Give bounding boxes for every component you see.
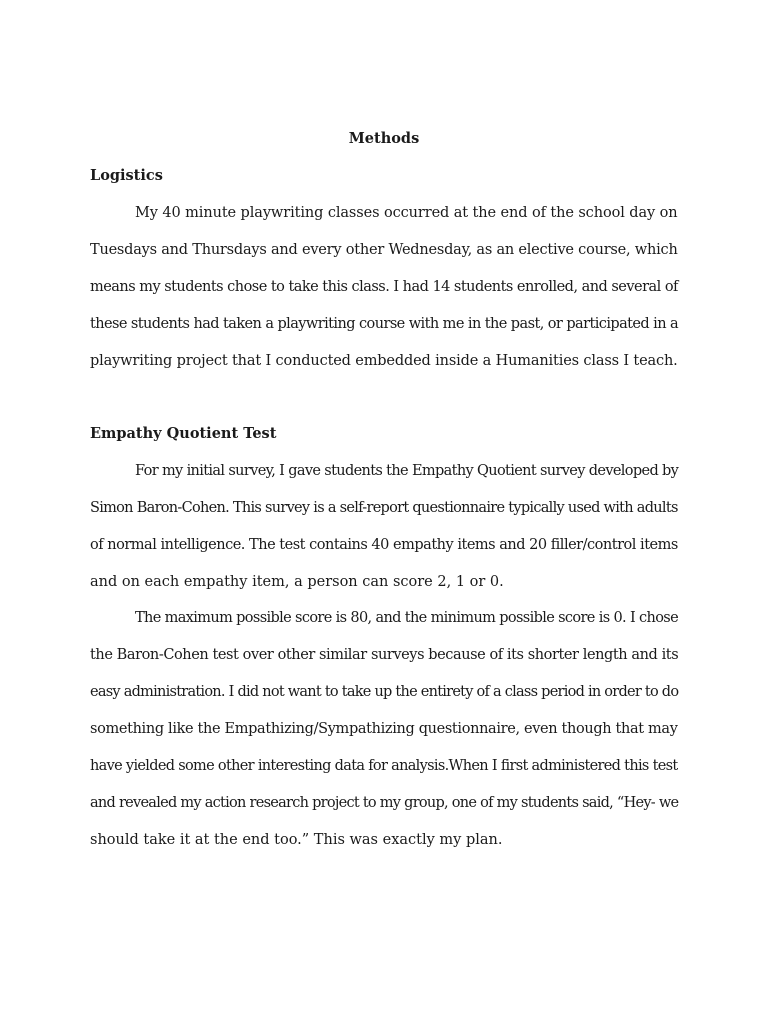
text-line: have yielded some other interesting data for analysis.When I first administered this test [90, 758, 678, 774]
text-line: The maximum possible score is 80, and the minimum possible score is 0. I chose [135, 610, 679, 626]
section-heading-logistics: Logistics [90, 167, 163, 184]
text-line: and on each empathy item, a person can score 2, 1 or 0. [90, 574, 504, 590]
text-line: these students had taken a playwriting course with me in the past, or participated in a [90, 316, 679, 332]
page-title: Methods [348, 130, 420, 147]
text-line: means my students chose to take this class. I had 14 students enrolled, and several of [90, 279, 678, 295]
text-line: and revealed my action research project to my group, one of my students said, “Hey- we [90, 795, 679, 811]
text-line: of normal intelligence. The test contains 40 empathy items and 20 filler/control items [90, 537, 678, 553]
text-line: For my initial survey, I gave students the Empathy Quotient survey developed by [135, 463, 679, 479]
text-line: the Baron-Cohen test over other similar surveys because of its shorter length and its [90, 647, 679, 663]
text-line: My 40 minute playwriting classes occurred at the end of the school day on [135, 205, 678, 221]
text-line: Simon Baron-Cohen. This survey is a self-report questionnaire typically used with adults [90, 500, 678, 516]
text-line: playwriting project that I conducted embedded inside a Humanities class I teach. [90, 353, 678, 369]
text-line: easy administration. I did not want to take up the entirety of a class period in order to do [90, 684, 679, 700]
text-line: Tuesdays and Thursdays and every other Wednesday, as an elective course, which [90, 242, 678, 258]
text-line: should take it at the end too.” This was exactly my plan. [90, 832, 503, 848]
section-heading-empathy-quotient-test: Empathy Quotient Test [90, 425, 277, 442]
text-line: something like the Empathizing/Sympathizing questionnaire, even though that may [90, 721, 678, 737]
